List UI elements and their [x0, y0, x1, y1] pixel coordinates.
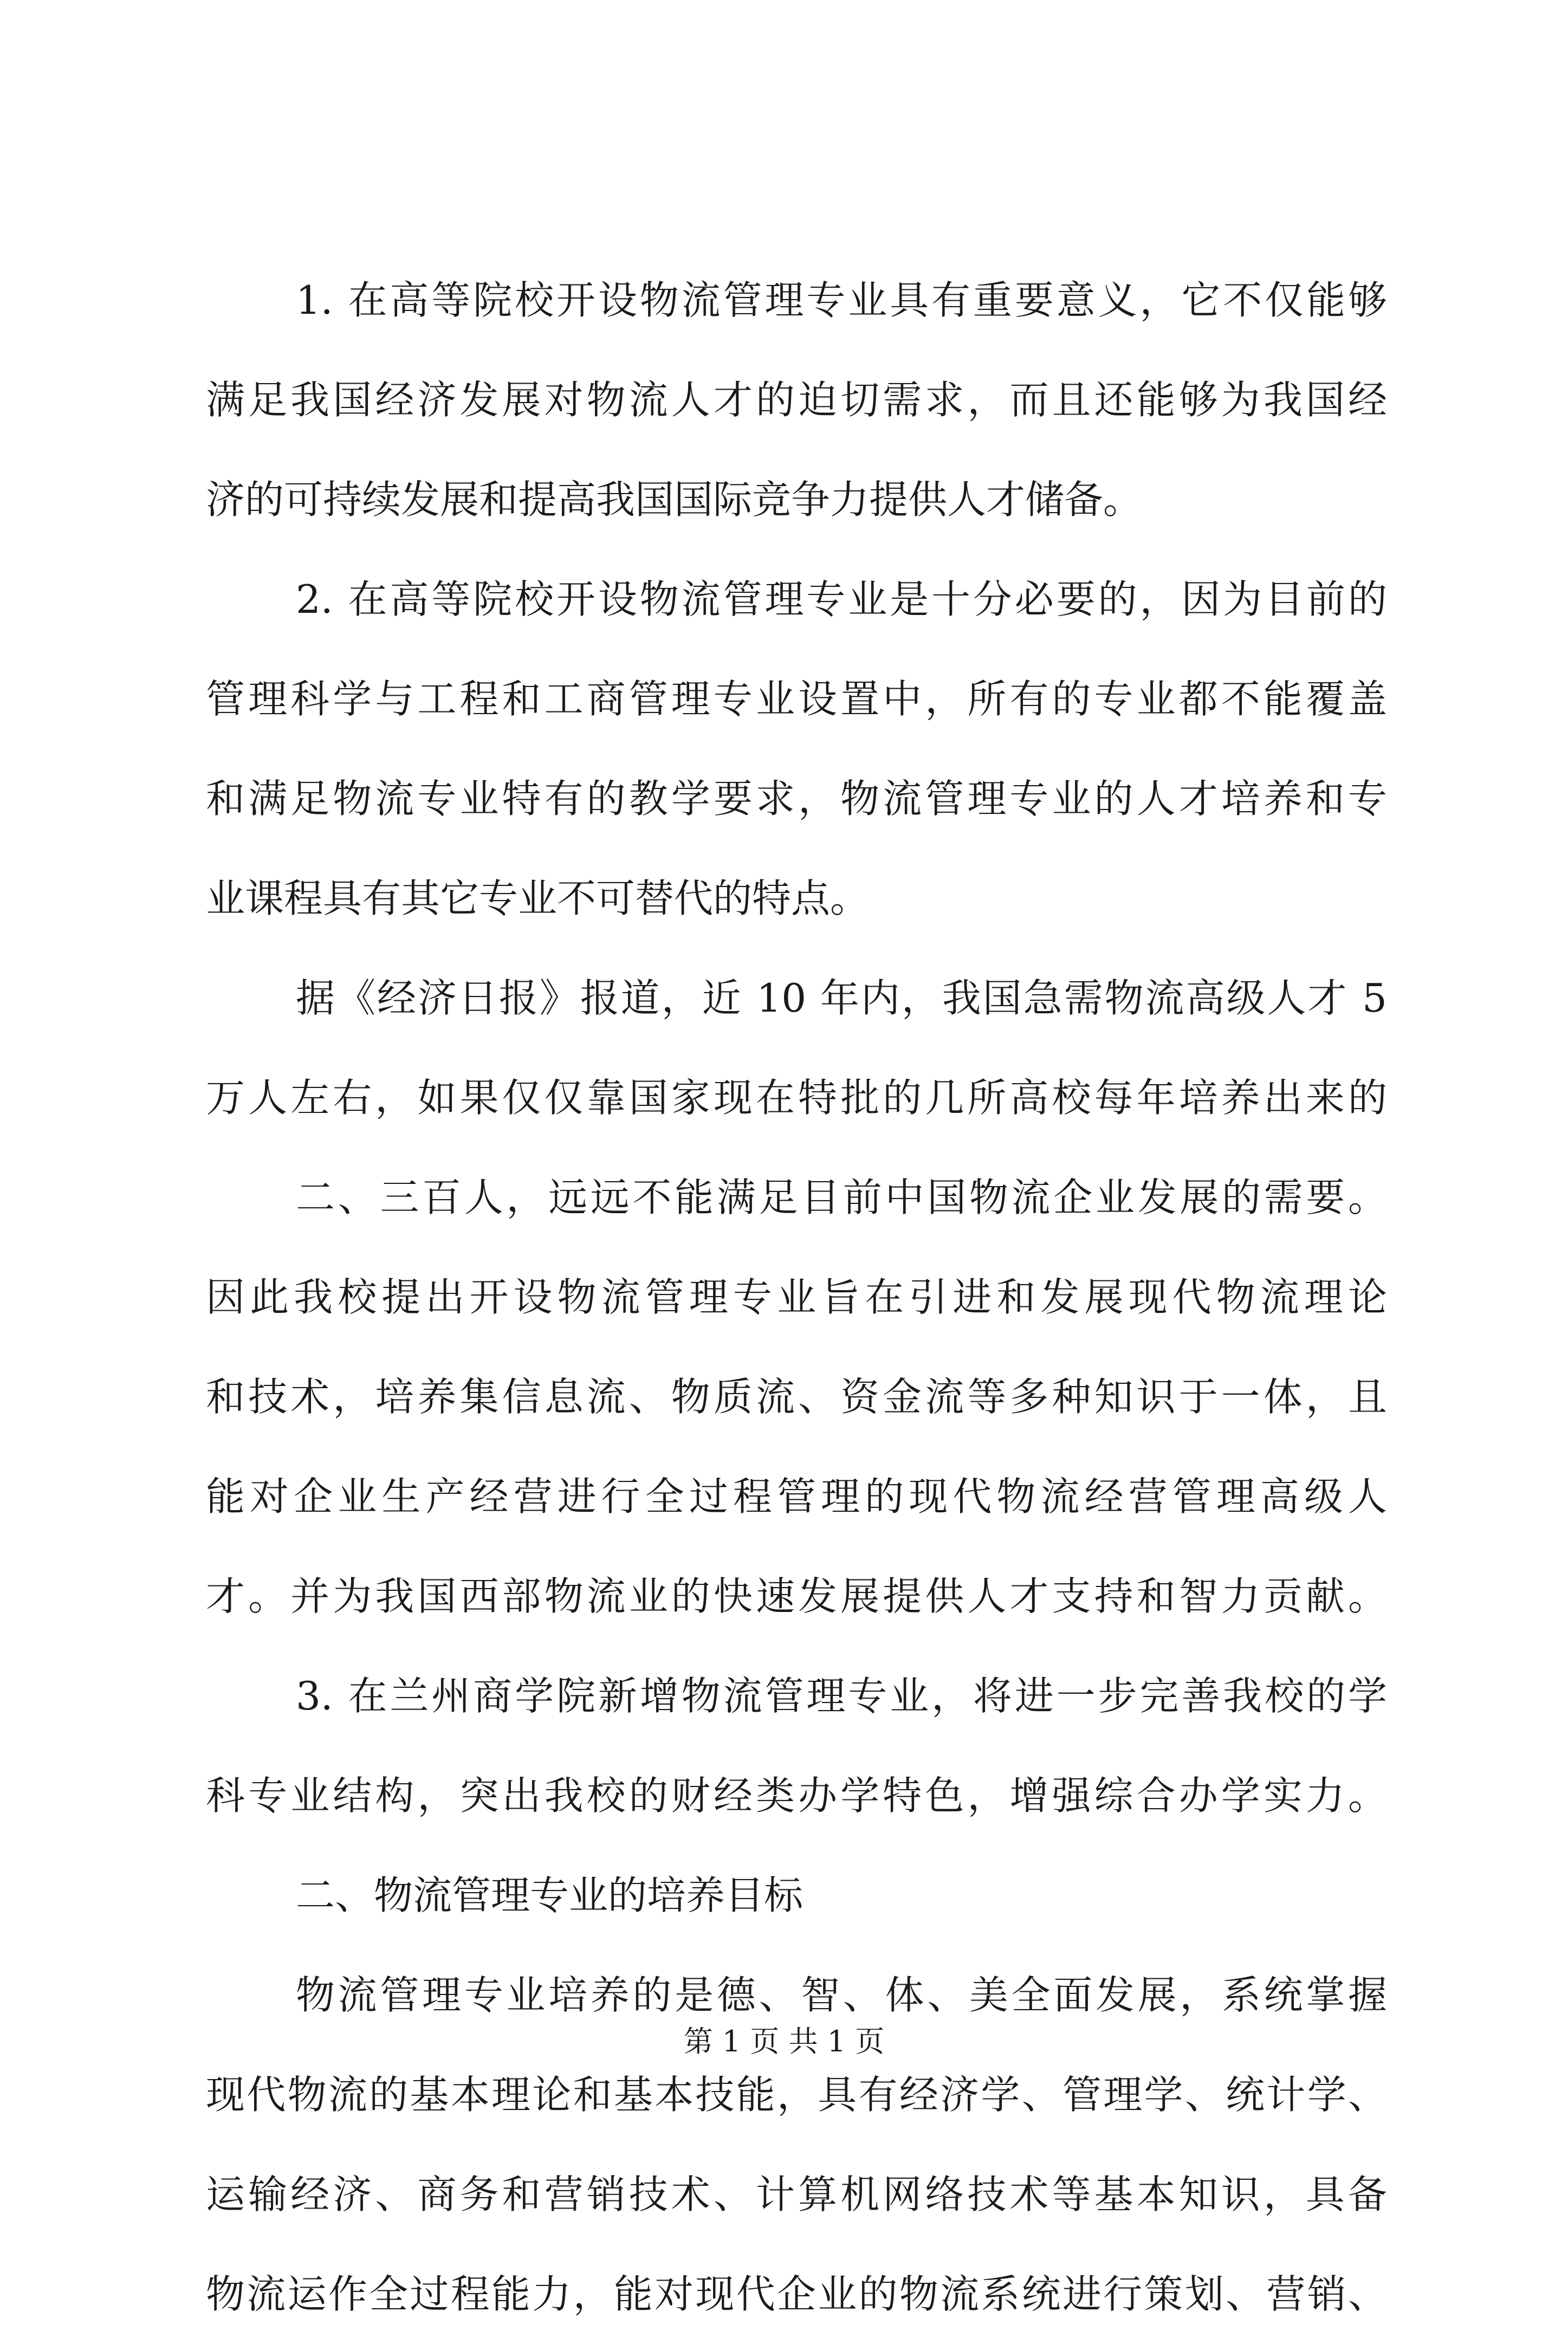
text-line: 运输经济、商务和营销技术、计算机网络技术等基本知识，具备: [206, 2172, 1387, 2217]
text-line: 因此我校提出开设物流管理专业旨在引进和发展现代物流理论: [206, 1274, 1387, 1320]
text-line: 万人左右，如果仅仅靠国家现在特批的几所高校每年培养出来的: [206, 1075, 1387, 1121]
text-line: 和满足物流专业特有的教学要求，物流管理专业的人才培养和专: [206, 776, 1387, 821]
text-line: 物流管理专业培养的是德、智、体、美全面发展，系统掌握: [296, 1972, 1387, 2018]
text-line: 管理科学与工程和工商管理专业设置中，所有的专业都不能覆盖: [206, 676, 1387, 722]
text-line: 科专业结构，突出我校的财经类办学特色，增强综合办学实力。: [206, 1773, 1387, 1818]
section-heading: 二、物流管理专业的培养目标: [296, 1873, 804, 1918]
text-line: 二、三百人，远远不能满足目前中国物流企业发展的需要。: [296, 1175, 1387, 1220]
text-line: 能对企业生产经营进行全过程管理的现代物流经营管理高级人: [206, 1474, 1387, 1519]
text-line: 才。并为我国西部物流业的快速发展提供人才支持和智力贡献。: [206, 1574, 1387, 1619]
text-line: 和技术，培养集信息流、物质流、资金流等多种知识于一体，且: [206, 1374, 1387, 1420]
text-line: 济的可持续发展和提高我国国际竞争力提供人才储备。: [206, 477, 1143, 522]
text-line: 据《经济日报》报道，近 10 年内，我国急需物流高级人才 5: [296, 975, 1387, 1021]
text-line: 2. 在高等院校开设物流管理专业是十分必要的，因为目前的: [296, 577, 1387, 622]
text-line: 满足我国经济发展对物流人才的迫切需求，而且还能够为我国经: [206, 377, 1387, 423]
text-line: 物流运作全过程能力，能对现代企业的物流系统进行策划、营销、: [206, 2271, 1387, 2317]
text-line: 3. 在兰州商学院新增物流管理专业，将进一步完善我校的学: [296, 1673, 1387, 1719]
page-number-footer: 第 1 页 共 1 页: [683, 2024, 885, 2058]
text-line: 现代物流的基本理论和基本技能，具有经济学、管理学、统计学、: [206, 2072, 1387, 2118]
text-line: 业课程具有其它专业不可替代的特点。: [206, 876, 870, 921]
text-line: 1. 在高等院校开设物流管理专业具有重要意义，它不仅能够: [296, 277, 1387, 323]
